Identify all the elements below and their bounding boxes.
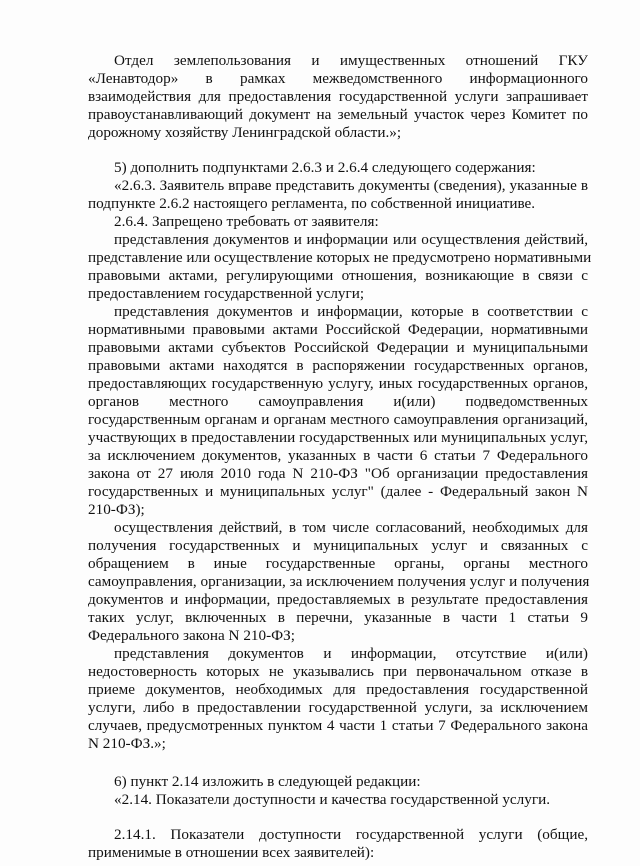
text-line: нормативными правовыми актами Российской Федерации, нормативными [88, 321, 588, 338]
text-line: представления документов и информации, которые в соответствии с [114, 303, 588, 320]
text-line: 5) дополнить подпунктами 2.6.3 и 2.6.4 следующего содержания: [114, 159, 536, 176]
text-line: государственных и муниципальных услуг" (далее - Федеральный закон N [88, 483, 588, 500]
text-line: за исключением документов, указанных в части 6 статьи 7 Федерального [88, 447, 588, 464]
text-line: правовыми актами находятся в распоряжении государственных органов, [88, 357, 588, 374]
text-line: приеме документов, необходимых для предоставления государственной [88, 681, 588, 698]
text-line: N 210-ФЗ.»; [88, 735, 166, 752]
text-line: обращением в иные государственные органы, органы местного [88, 555, 588, 572]
text-line: случаев, предусмотренных пунктом 4 части 1 статьи 7 Федерального закона [88, 717, 588, 734]
text-line: органов местного самоуправления и(или) подведомственных [88, 393, 588, 410]
text-line: «2.6.3. Заявитель вправе представить документы (сведения), указанные в [114, 177, 588, 194]
text-line: «2.14. Показатели доступности и качества государственной услуги. [114, 791, 550, 808]
text-line: дорожному хозяйству Ленинградской области.»; [88, 124, 402, 141]
text-line: предоставлением государственной услуги; [88, 285, 365, 302]
text-line: Федерального закона N 210-ФЗ; [88, 627, 295, 644]
text-line: 210-ФЗ); [88, 501, 145, 518]
text-line: предоставляющих государственную услугу, иных государственных органов, [88, 375, 588, 392]
text-line: недостоверность которых не указывались при первоначальном отказе в [88, 663, 588, 680]
text-line: представление или осуществление которых не предусмотрено нормативными [88, 249, 592, 266]
text-line: самоуправления, организации, за исключением получения услуг и получения [88, 573, 590, 590]
text-line: взаимодействия для предоставления государственной услуги запрашивает [88, 88, 588, 105]
text-line: применимые в отношении всех заявителей): [88, 844, 375, 861]
text-line: документов и информации, предоставляемых в результате предоставления [88, 591, 588, 608]
text-line: услуги, либо в предоставлении государственной услуги, за исключением [88, 699, 588, 716]
text-line: участвующих в предоставлении государственных или муниципальных услуг, [88, 429, 588, 446]
text-line: осуществления действий, в том числе согласований, необходимых для [114, 519, 588, 536]
text-line: государственным органам и органам местного самоуправления организаций, [88, 411, 588, 428]
text-line: подпункте 2.6.2 настоящего регламента, по собственной инициативе. [88, 195, 536, 212]
text-line: таких услуг, включенных в перечни, указанные в части 1 статьи 9 [88, 609, 588, 626]
text-line: «Ленавтодор» в рамках межведомственного информационного [88, 70, 588, 87]
text-line: представления документов и информации, отсутствие и(или) [114, 645, 588, 662]
text-line: правовыми актами, регулирующими отношения, возникающие в связи с [88, 267, 588, 284]
text-line: 6) пункт 2.14 изложить в следующей редакции: [114, 773, 421, 790]
text-line: 2.6.4. Запрещено требовать от заявителя: [114, 213, 379, 230]
text-line: правовыми актами субъектов Российской Федерации и муниципальными [88, 339, 588, 356]
text-line: получения государственных и муниципальных услуг и связанных с [88, 537, 588, 554]
text-line: правоустанавливающий документ на земельный участок через Комитет по [88, 106, 588, 123]
text-line: Отдел землепользования и имущественных отношений ГКУ [114, 52, 588, 69]
text-line: закона от 27 июля 2010 года N 210-ФЗ "Об организации предоставления [88, 465, 588, 482]
text-line: 2.14.1. Показатели доступности государственной услуги (общие, [114, 826, 588, 843]
text-line: представления документов и информации или осуществления действий, [114, 231, 588, 248]
